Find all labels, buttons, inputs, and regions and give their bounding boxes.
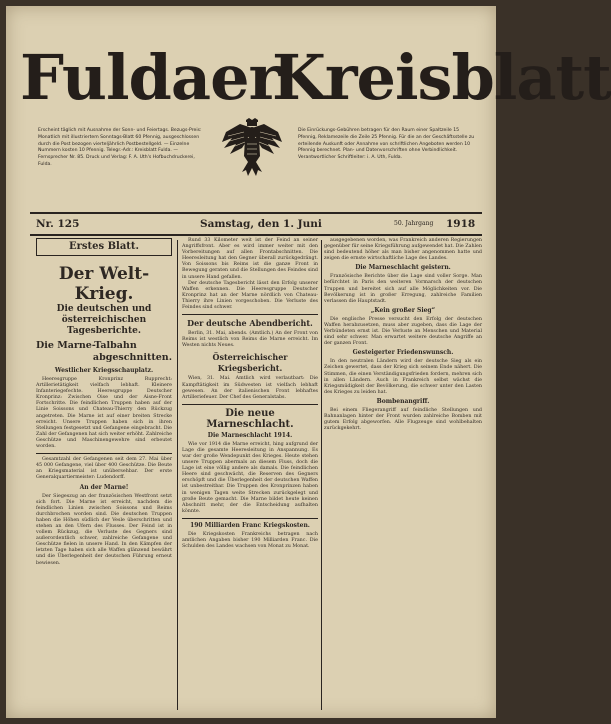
column-divider-1 bbox=[177, 240, 178, 710]
divider bbox=[36, 453, 172, 454]
column-1 bbox=[36, 238, 172, 710]
article-text: Heeresgruppe Kronprinz Rupprecht: Artillerietätigkeit vielfach lebhaft. Kleinere Infanteriegefechte. Heeresgruppe Deutscher Kronprinz: Zwischen Oise und der Aisne-Front Fortschritte. Die feindlichen Truppen haben auf der Linie Soissons und Chateau-Thierry den Rückzug angetreten. Die Marne ist auf einer breiten Strecke erreicht. Unsere Truppen haben sich in ihren Stellungen festgesetzt und Gefangene eingebracht. Die Zahl der Gefangenen hat sich weiter erhöht. Zahlreiche Geschütze und Maschinengewehre sind erbeutet worden. bbox=[36, 377, 172, 450]
article-text: Die englische Presse versucht den Erfolg der deutschen Waffen herabzusetzen, muss aber zugeben, dass die Lage der Verbündeten ernst ist. Die Verluste an Menschen und Material sind sehr schwer. Man erwartet weitere deutsche Angriffe an der ganzen Front. bbox=[324, 316, 482, 347]
issue-year: 1918 bbox=[446, 218, 476, 230]
article-text: Der deutsche Tagesbericht lässt den Erfolg unserer Waffen erkennen. Die Heeresgruppe Deutscher Kronprinz hat an der Marne nördlich von Chateau-Thierry ihre Linien vorgeschoben. Die Verluste des Feindes sind schwer. bbox=[182, 280, 318, 311]
article-text: In den neutralen Ländern wird der deutsche Sieg als ein Zeichen gewertet, dass der Krieg sich seinem Ende nähert. Die Stimmen, die einen Verständigungsfrieden fordern, mehren sich in allen Ländern. Auch in Frankreich selbst wächst die Kriegsmüdigkeit der Bevölkerung, die schwer unter den Lasten des Krieges zu leiden hat. bbox=[324, 359, 482, 395]
section-label: Erstes Blatt. bbox=[36, 238, 172, 256]
article-text: Der Siegeszug an der französischen Westfront setzt sich fort. Die Marne ist erreicht, nachdem die feindlichen Linien zwischen Soissons und Reims durchbrochen worden sind. Die deutschen Truppen haben die Höhen südlich der Vesle überschritten und stehen an den Ufern des Flusses. Der Feind ist in vollem Rückzug, die Verluste des Gegners sind außerordentlich schwer, zahlreiche Gefangene und Geschütze fielen in unsere Hand. In den Kämpfen der letzten Tage haben sich alle Waffen glänzend bewährt und die Überlegenheit der deutschen Führung erneut bewiesen. bbox=[36, 493, 172, 566]
article-text: Französische Berichte über die Lage sind voller Sorge. Man befürchtet in Paris den weiteren Vormarsch der deutschen Truppen und bereitet sich auf alle Möglichkeiten vor. Die Bevölkerung ist in großer Erregung, zahlreiche Familien verlassen die Hauptstadt. bbox=[324, 274, 482, 304]
article-text: Bei einem Fliegerangriff auf feindliche Stellungen und Bahnanlagen hinter der Front wurden zahlreiche Bomben mit gutem Erfolg abgeworfen. Alle Flugzeuge sind wohlbehalten zurückgekehrt. bbox=[324, 407, 482, 432]
issue-volume: 50. Jahrgang bbox=[394, 220, 434, 227]
issue-date: Samstag, den 1. Juni bbox=[200, 218, 322, 230]
marne-headline-2: abgeschnitten. bbox=[92, 352, 172, 363]
eagle-crest-icon bbox=[220, 118, 284, 178]
divider bbox=[182, 518, 318, 519]
article-text: Wien, 31. Mai. Amtlich wird verlautbart: Die Kampftätigkeit im Südwesten ist vielfach lebhaft gewesen. An der italienischen Front lebhaftes Artilleriefeuer. Der Chef des Generalstabs. bbox=[182, 376, 318, 400]
main-headline: Der Welt-Krieg. bbox=[58, 264, 150, 304]
dateline-rule-bottom bbox=[30, 234, 482, 236]
divider bbox=[182, 404, 318, 405]
dateline bbox=[30, 218, 482, 232]
article-text: Die Kriegskosten Frankreichs betragen nach amtlichen Angaben bisher 190 Milliarden Franc. Die Schulden des Landes wachsen von Monat zu Monat. bbox=[182, 531, 318, 550]
marne-heading: An der Marne! bbox=[79, 483, 129, 491]
masthead-title-right: Kreisblatt bbox=[272, 41, 611, 114]
article-text: Gesamtzahl der Gefangenen seit dem 27. Mai über 45 000 Gefangene, viel über 400 Geschütze. Die Beute an Kriegsmaterial ist unübersehbar. Der erste Generalquartiermeister: Ludendorff. bbox=[36, 457, 172, 481]
dateline-rule-top bbox=[30, 212, 482, 214]
issue-number: Nr. 125 bbox=[36, 218, 80, 230]
main-subheadline: Die deutschen und österreichischen Tagesberichte. bbox=[56, 304, 152, 336]
marne-headline-1: Die Marne-Talbahn bbox=[36, 340, 137, 351]
advertising-info: Die Einrückungs-Gebühren betragen für den Raum einer Spaltzeile 15 Pfennig, Reklamezeile die Zeile 25 Pfennig. Für die an der Geschäftsstelle zu erteilende Auskunft oder Annahme von schriftlichen Angeboten werden 10 Pfennig berechnet. Plan- und Datenvorschriften ohne Verbindlichkeit. Verantwortlicher Schriftleiter: i. A. Uth, Fulda. bbox=[298, 128, 475, 161]
section-heading: Die Marneschlacht geistern. bbox=[355, 264, 451, 272]
war-costs-heading: 190 Milliarden Franc Kriegskosten. bbox=[190, 521, 310, 529]
column-3 bbox=[324, 238, 482, 710]
western-front-heading: Westlicher Kriegsschauplatz. bbox=[54, 367, 154, 374]
masthead-title-left: Fuldaer bbox=[20, 41, 281, 114]
new-marne-battle-heading: Die neue Marneschlacht. bbox=[206, 407, 294, 430]
section-heading: Bombenangriff. bbox=[376, 397, 430, 405]
column-2 bbox=[182, 238, 318, 710]
divider bbox=[182, 314, 318, 315]
column-divider-2 bbox=[321, 240, 322, 710]
article-text: Wie vor 1914 die Marne erreicht, hing aufgrund der Lage die gesamte Heeresleitung in Anspannung. Es war der große Wendepunkt des Krieges. Heute stehen unsere Truppen abermals an diesem Fluss, doch die Lage ist eine völlig andere als damals. Die feindlichen Heere sind geschwächt, die Reserven des Gegners erschöpft und die Überlegenheit der deutschen Waffen ist unbestreitbar. Die Truppen des Kronprinzen haben in wenigen Tagen weite Strecken zurückgelegt und große Beute gemacht. Die Marne bildet heute keinen Abschnitt mehr, der die Entscheidung aufhalten könnte. bbox=[182, 441, 318, 514]
new-marne-battle-subheading: Die Marneschlacht 1914. bbox=[207, 431, 293, 439]
article-text: Berlin, 31. Mai, abends. (Amtlich.) An der Front von Reims ist westlich von Reims die Marne erreicht. Im Westen nichts Neues. bbox=[182, 331, 318, 349]
subscription-info: Erscheint täglich mit Ausnahme der Sonn- und Feiertags. Bezugs-Preis: Monatlich mit illustriertem Sonntags-Blatt 60 Pfennig, ausgeschlossen durch die Post bezogen vierteljährlich Postbestellgeld. — Einzelne Nummern kosten 10 Pfennig. Telegr.-Adr.: Kreisblatt Fulda. — Fernsprecher Nr. 85. Druck und Verlag: F. A. Uth's Hofbuchdruckerei, Fulda. bbox=[38, 128, 202, 167]
evening-report-heading: Der deutsche Abendbericht. bbox=[187, 318, 313, 329]
section-heading: „Kein großer Sieg“ bbox=[370, 306, 436, 314]
austrian-report-heading: Österreichischer Kriegsbericht. bbox=[212, 352, 288, 374]
article-text: Rund 33 Kilometer weit ist der Feind an seiner Angriffsfront. Aber es wird immer weiter mit den Vorbereitungen auf allen Frontabschnitten. Die Heeresleitung hat den Gegner überall zurückgedrängt. Von Soissons bis Reims ist die ganze Front in Bewegung geraten und die Stellungen des Feindes sind in unsere Hand gefallen. bbox=[182, 238, 318, 280]
article-text: ausgegebenen worden, was Frankreich anderen Regierungen gegenüber für seine Kriegsführung aufgewendet hat. Die Zahlen sind bedeutend höher als man bisher angenommen hatte und zeigen die ernste wirtschaftliche Lage des Landes. bbox=[324, 238, 482, 262]
section-heading: Gesteigerter Friedenswunsch. bbox=[352, 349, 454, 357]
newspaper-page bbox=[6, 6, 611, 718]
